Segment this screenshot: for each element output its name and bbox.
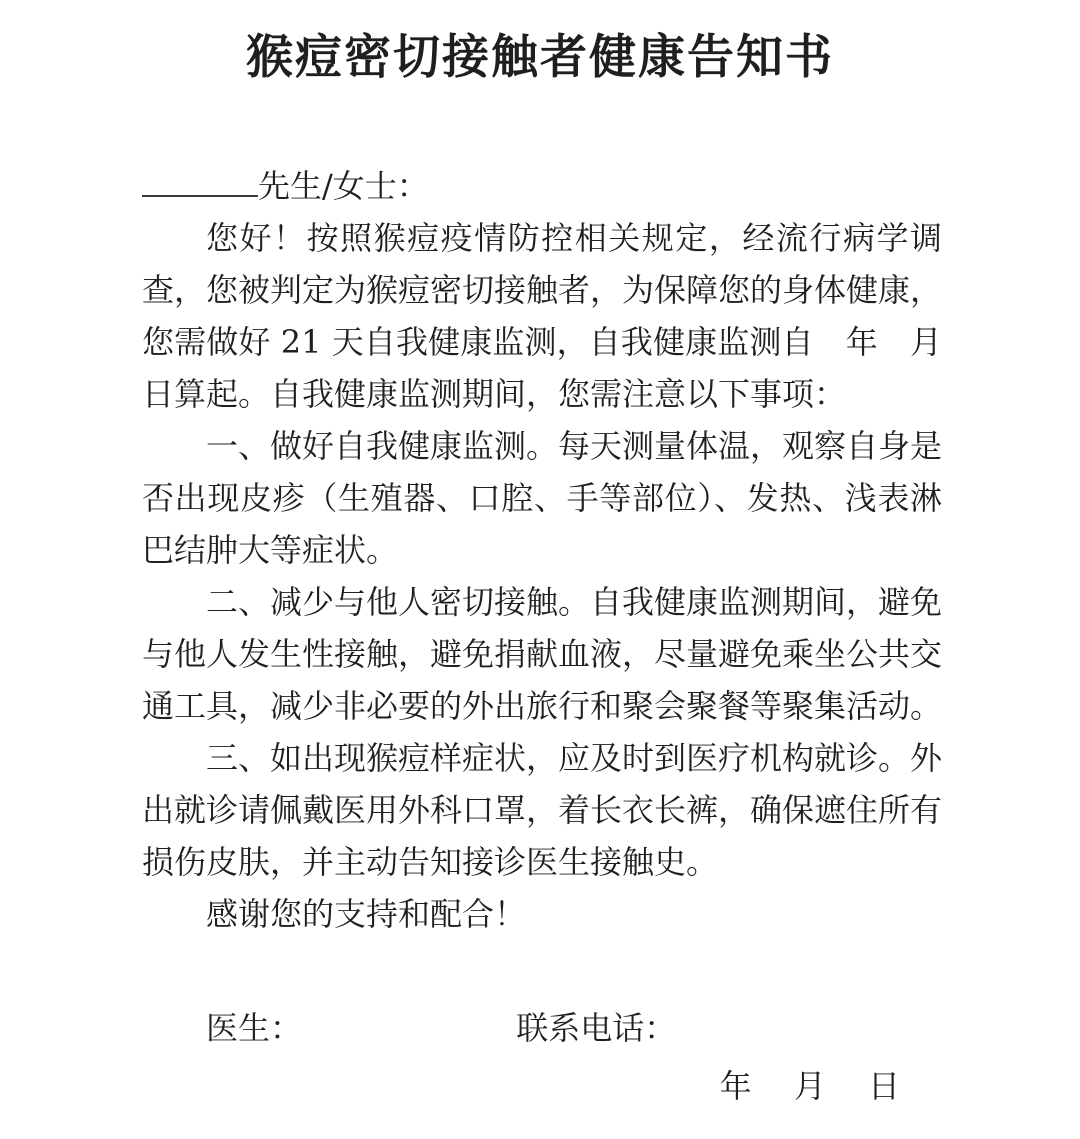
name-blank-underline — [142, 195, 258, 197]
date-line: 年 月 日 — [719, 1067, 900, 1105]
signature-line — [142, 1002, 942, 1054]
paragraph-item-3: 三、如出现猴痘样症状，应及时到医疗机构就诊。外出就诊请佩戴医用外科口罩，着长衣长裤，确保遮住所有损伤皮肤，并主动告知接诊医生接触史。 — [142, 739, 943, 881]
document-title: 猴痘密切接触者健康告知书 — [246, 30, 834, 85]
paragraph-item-1: 一、做好自我健康监测。每天测量体温，观察自身是否出现皮疹（生殖器、口腔、手等部位）、发热、浅表淋巴结肿大等症状。 — [142, 427, 943, 569]
closing-line: 感谢您的支持和配合！ — [206, 895, 527, 933]
document-body — [142, 160, 975, 1112]
paragraph-intro: 您好！按照猴痘疫情防控相关规定，经流行病学调查，您被判定为猴痘密切接触者，为保障您的身体健康，您需做好 21 天自我健康监测，自我健康监测自 年 月 日算起。自我健康监测期间，您需注意以下事项： — [142, 219, 975, 413]
salutation-label: 先生/女士： — [258, 167, 429, 205]
salutation-line — [142, 160, 942, 212]
phone-label: 联系电话： — [516, 1009, 677, 1047]
paragraph-item-2: 二、减少与他人密切接触。自我健康监测期间，避免与他人发生性接触，避免捐献血液，尽量避免乘坐公共交通工具，减少非必要的外出旅行和聚会聚餐等聚集活动。 — [142, 583, 943, 725]
doctor-label: 医生： — [206, 1009, 303, 1047]
